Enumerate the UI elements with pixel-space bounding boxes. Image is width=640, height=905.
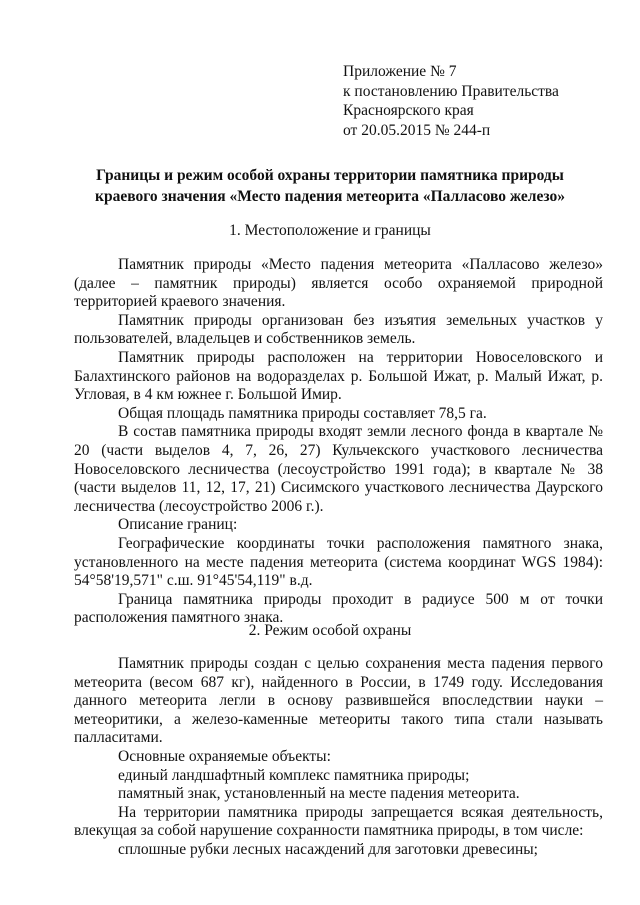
section-1-paragraph-7: Географические координаты точки расположения памятного знака, установленного на месте падения метеорита (система координат WGS 1984): 54°58'19,571" с.ш. 91°45'54,119" в.д.	[74, 534, 603, 590]
appendix-date: от 20.05.2015 № 244-п	[343, 121, 491, 139]
section-2-list-item-1: единый ландшафтный комплекс памятника природы;	[118, 766, 470, 784]
section-2-heading: 2. Режим особой охраны	[248, 622, 412, 639]
section-2-list-item-2: памятный знак, установленный на месте падения метеорита.	[118, 785, 520, 803]
section-2-paragraph-5: На территории памятника природы запрещается всякая деятельность, влекущая за собой нарушение сохранности памятника природы, в том числе:	[74, 803, 603, 840]
section-1-paragraph-3: Памятник природы расположен на территории Новоселовского и Балахтинского районов на водоразделах р. Большой Ижат, р. Малый Ижат, р. Угловая, в 4 км южнее г. Большой Имир.	[74, 348, 603, 404]
section-1-paragraph-6: Описание границ:	[118, 516, 238, 534]
document-title	[60, 165, 600, 207]
section-2-paragraph-2: Основные охраняемые объекты:	[118, 747, 331, 765]
section-1-paragraph-4: Общая площадь памятника природы составляет 78,5 га.	[118, 404, 487, 422]
appendix-header	[343, 62, 603, 140]
section-1-body	[74, 256, 603, 628]
section-1-paragraph-1: Памятник природы «Место падения метеорита «Палласово железо» (далее – памятник природы) является особо охраняемой природной территорией краевого значения.	[74, 256, 603, 311]
section-1-heading: 1. Местоположение и границы	[229, 222, 431, 239]
appendix-number: Приложение № 7	[343, 63, 457, 80]
title-line-2: краевого значения «Место падения метеорита «Палласово железо»	[95, 188, 565, 205]
section-2-paragraph-1: Памятник природы создан с целью сохранения места падения первого метеорита (весом 687 кг), найденного в России, в 1749 году. Исследования данного метеорита легли в основу развившейся впоследствии науки – метеоритики, а железо-каменные метеориты такого типа стали называть палласитами.	[74, 655, 603, 747]
section-2-list-item-3: сплошные рубки лесных насаждений для заготовки древесины;	[118, 840, 538, 858]
title-line-1: Границы и режим особой охраны территории памятника природы	[96, 167, 564, 184]
section-2-body	[74, 655, 603, 860]
section-1-paragraph-8: Граница памятника природы проходит в радиусе 500 м от точки расположения памятного знака.	[74, 590, 603, 627]
appendix-reference: к постановлению Правительства	[343, 82, 559, 100]
section-1-paragraph-5: В состав памятника природы входят земли лесного фонда в квартале № 20 (части выделов 4, 7, 26, 27) Кульчекского участкового лесничества Новоселовского лесничества (лесоустройство 1991 года); в квартале № 38 (части выделов 11, 12, 17, 21) Сисимского участкового лесничества Даурского лесничества (лесоустройство 2006 г.).	[74, 423, 603, 515]
appendix-region: Красноярского края	[343, 102, 474, 119]
section-1-paragraph-2: Памятник природы организован без изъятия земельных участков у пользователей, владельцев и собственников земель.	[74, 311, 603, 348]
